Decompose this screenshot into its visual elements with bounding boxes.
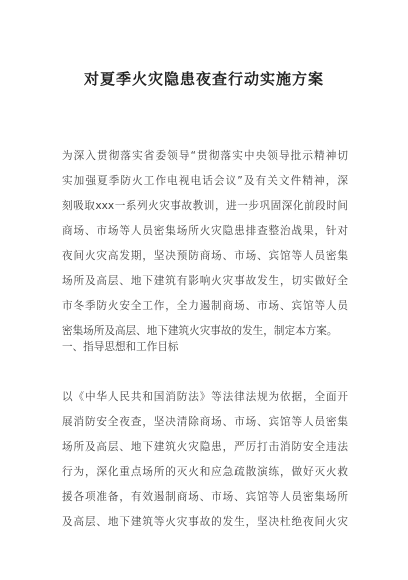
paragraph-line: 场所及高层、地下建筑有影响火灾事故发生，切实做好全 — [62, 275, 348, 287]
intro-paragraph — [62, 144, 348, 344]
paragraph-line: 刻吸取xxx一系列火灾事故教训，进一步巩固深化前段时间 — [62, 200, 348, 212]
document-title: 对夏季火灾隐患夜查行动实施方案 — [83, 70, 324, 88]
paragraph-line: 场所及高层、地下建筑火灾隐患，严厉打击消防安全违法 — [62, 441, 348, 453]
paragraph-line: 实加强夏季防火工作电视电话会议”及有关文件精神，深 — [62, 175, 348, 187]
section-heading: 一、指导思想和工作目标 — [62, 341, 179, 353]
paragraph-line: 及高层、地下建筑等火灾事故的发生，坚决杜绝夜间火灾 — [62, 516, 348, 528]
paragraph-line: 以《中华人民共和国消防法》等法律法规为依据，全面开 — [62, 391, 348, 403]
section-paragraph — [62, 385, 348, 535]
paragraph-line: 展消防安全夜查，坚决清除商场、市场、宾馆等人员密集 — [62, 416, 348, 428]
paragraph-line: 市冬季防火安全工作，全力遏制商场、市场、宾馆等人员 — [62, 300, 348, 312]
paragraph-line: 行为，深化重点场所的灭火和应急疏散演练，做好灭火救 — [62, 466, 348, 478]
paragraph-line: 密集场所及高层、地下建筑火灾事故的发生，制定本方案。 — [62, 325, 338, 337]
paragraph-line: 夜间火灾高发期，坚决预防商场、市场、宾馆等人员密集 — [62, 250, 348, 262]
paragraph-line: 援各项准备，有效遏制商场、市场、宾馆等人员密集场所 — [62, 491, 348, 503]
paragraph-line: 商场、市场等人员密集场所火灾隐患排查整治战果，针对 — [62, 225, 348, 237]
paragraph-line: 为深入贯彻落实省委领导“贯彻落实中央领导批示精神切 — [62, 150, 348, 162]
